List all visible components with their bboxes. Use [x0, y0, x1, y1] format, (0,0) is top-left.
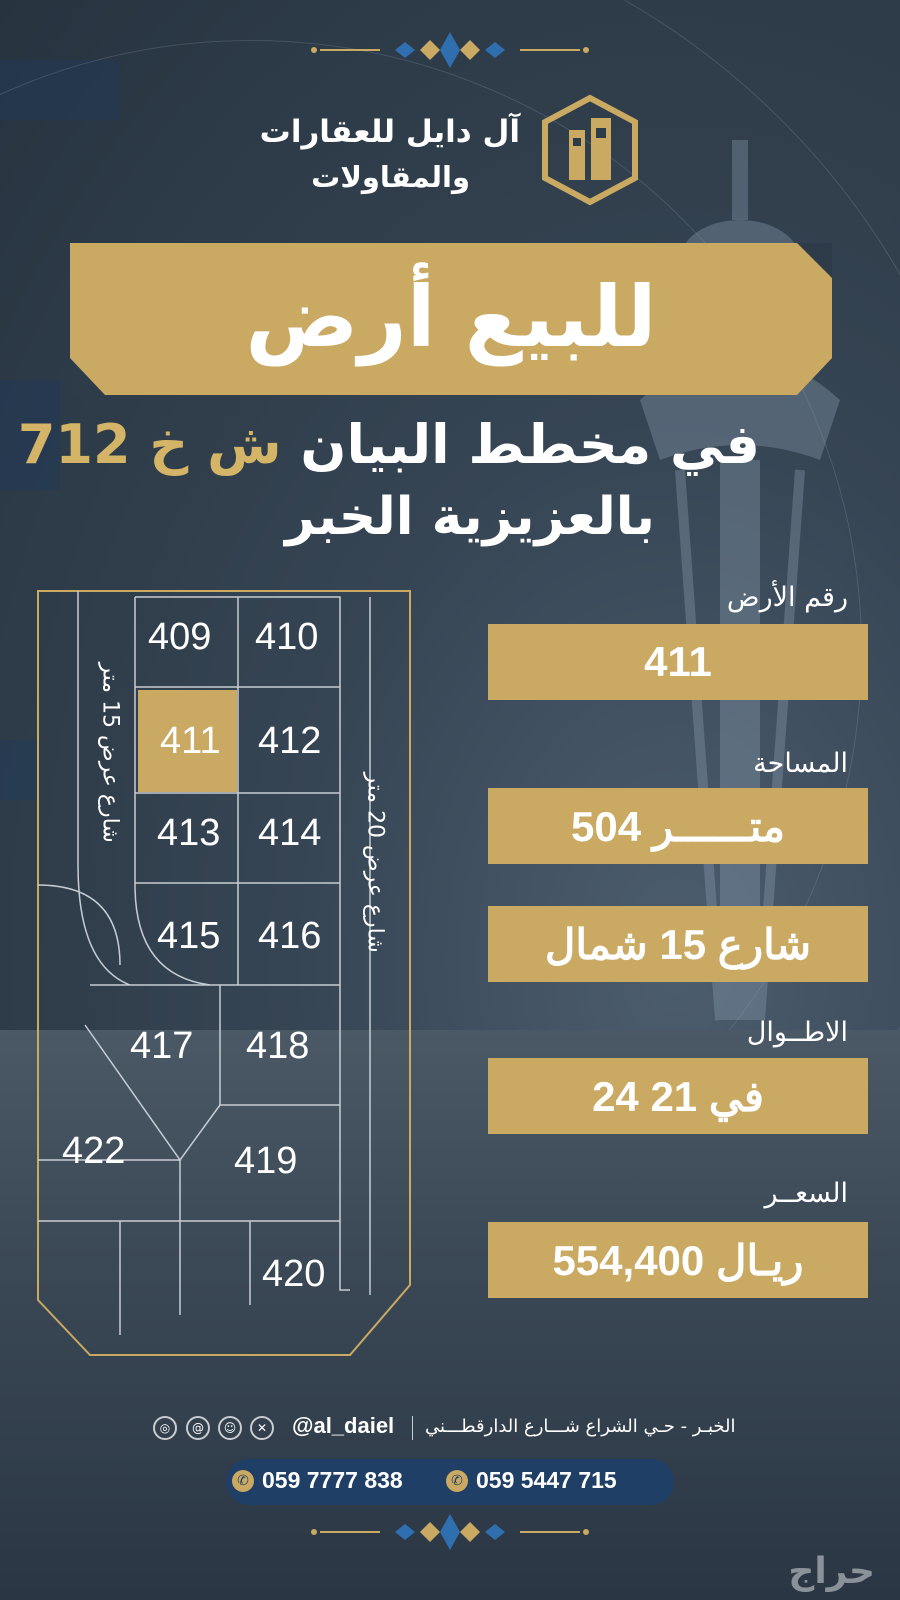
dimensions-value: 24 في 21 [592, 1072, 764, 1120]
price-box [488, 1222, 868, 1298]
lot-label: 410 [255, 616, 319, 658]
area-label: المساحة [753, 748, 848, 779]
subtitle-highlight: ش خ 712 [17, 413, 282, 476]
price-value: 554,400 ريـال [552, 1236, 804, 1284]
footer-divider [412, 1416, 413, 1440]
street-box [488, 906, 868, 982]
social-handle[interactable]: @al_daiel [292, 1413, 395, 1438]
phone-number-1[interactable]: 059 7777 838 [262, 1467, 403, 1493]
lot-label: 420 [262, 1253, 326, 1295]
subtitle-line1 [17, 410, 760, 480]
headline: للبيع أرض [245, 268, 657, 366]
bottom-ornament [300, 1512, 600, 1552]
lot-label: 417 [130, 1025, 194, 1067]
address: الخبـر - حـي الشراع شـــارع الدارقطـــني [425, 1416, 736, 1437]
lot-label: 414 [258, 812, 322, 854]
haraj-watermark [680, 1545, 880, 1595]
subtitle-prefix: في مخطط البيان [300, 413, 760, 476]
x-icon[interactable]: ✕ [250, 1416, 274, 1440]
phone-icon: ✆ [232, 1470, 254, 1492]
lot-label: 413 [157, 812, 221, 854]
lot-label: 416 [258, 915, 322, 957]
snapchat-icon[interactable]: ☺ [218, 1416, 242, 1440]
lot-label-highlighted: 411 [160, 720, 221, 762]
area-value: 504 متــــــر [571, 802, 785, 850]
lot-label: 418 [246, 1025, 310, 1067]
watermark-text: حراج [788, 1551, 875, 1592]
lot-label: 409 [148, 616, 212, 658]
instagram-icon[interactable]: ◎ [153, 1416, 177, 1440]
lot-label: 422 [62, 1130, 126, 1172]
lot-label: 419 [234, 1140, 298, 1182]
subtitle-line2: بالعزيزية الخبر [285, 487, 655, 547]
phone-icon: ✆ [446, 1470, 468, 1492]
plot-number-value: 411 [644, 638, 712, 685]
dimensions-box [488, 1058, 868, 1134]
top-ornament [300, 30, 600, 70]
threads-icon[interactable]: @ [186, 1416, 210, 1440]
lot-label: 412 [258, 720, 322, 762]
area-box [488, 788, 868, 864]
building-logo-icon [535, 90, 645, 210]
plot-number-label: رقم الأرض [726, 582, 848, 613]
lot-label: 415 [157, 915, 221, 957]
dimensions-label: الاطــوال [746, 1017, 848, 1048]
price-label: السعــر [764, 1178, 848, 1209]
street-value: شارع 15 شمال [544, 920, 812, 968]
street-left-label: شارع عرض 15 متر [97, 662, 123, 843]
plot-number-box [488, 624, 868, 700]
phone-number-2[interactable]: 059 5447 715 [476, 1467, 617, 1493]
street-right-label: شارع عرض 20 متر [362, 772, 388, 953]
brand-name: آل دايل للعقارات [259, 114, 520, 150]
brand-subtitle: والمقاولات [311, 160, 470, 194]
